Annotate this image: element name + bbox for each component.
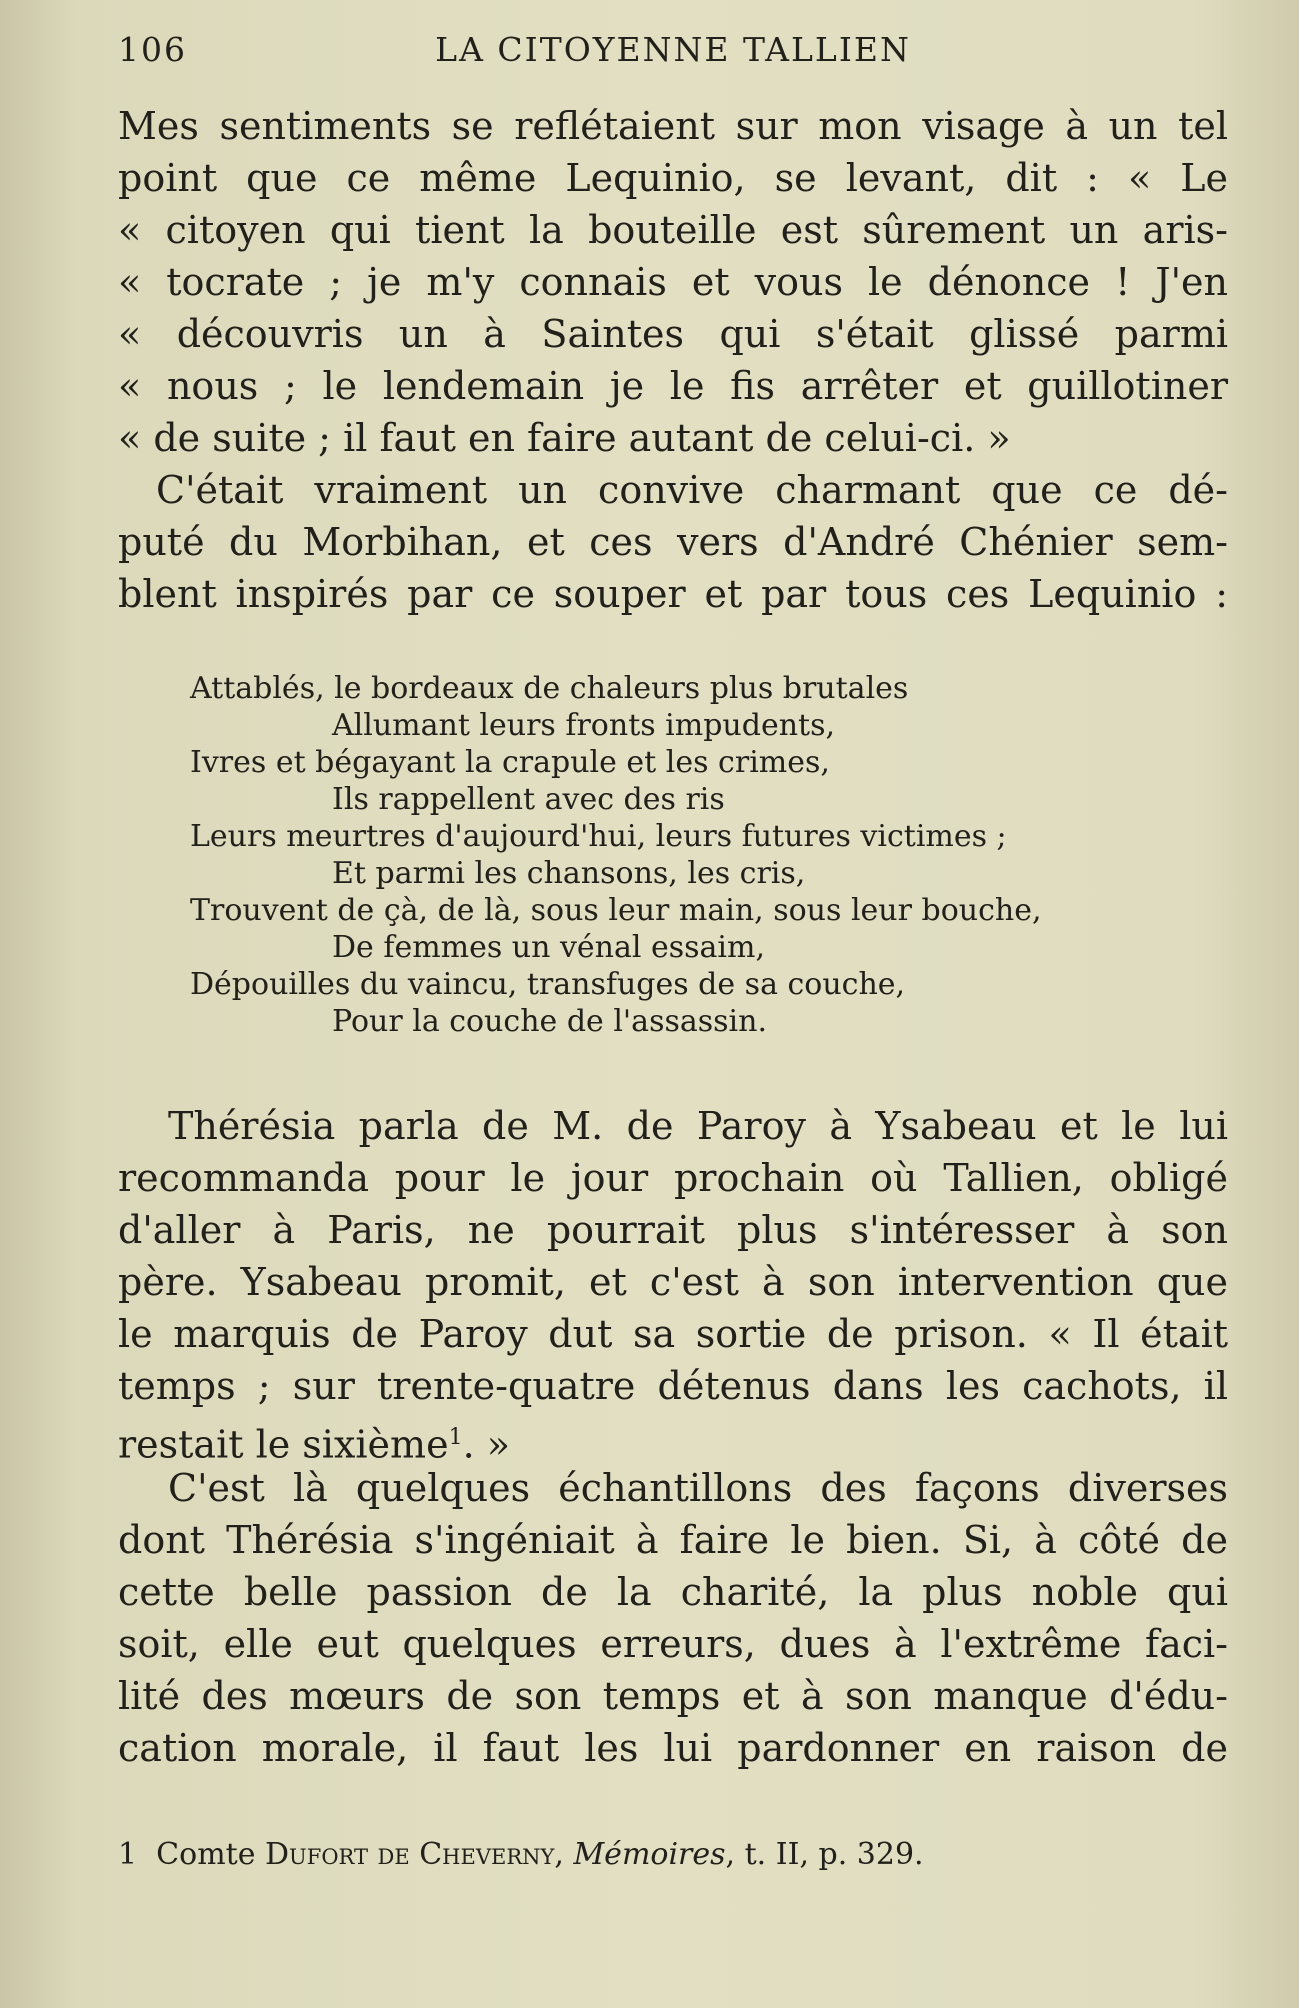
paragraph-3 [118,1100,1228,1471]
verse-line: Allumant leurs fronts impudents, [332,708,836,743]
text-line: d'aller à Paris, ne pourrait plus s'intéresser à son [118,1208,1228,1252]
text-line: père. Ysabeau promit, et c'est à son intervention que [118,1260,1228,1304]
text-line: recommanda pour le jour prochain où Tallien, obligé [118,1156,1228,1200]
verse-line: Ivres et bégayant la crapule et les crimes, [190,745,830,780]
verse-line: Dépouilles du vaincu, transfuges de sa couche, [190,967,906,1002]
text-line: « citoyen qui tient la bouteille est sûrement un aris- [118,208,1228,252]
verse-quotation [190,670,1230,1040]
verse-line: De femmes un vénal essaim, [332,930,766,965]
text-fragment: restait le sixième [118,1422,449,1467]
text-line: lité des mœurs de son temps et à son manque d'édu- [118,1674,1228,1718]
footnote [118,1835,1228,1875]
text-line: « découvris un à Saintes qui s'était glissé parmi [118,312,1228,356]
text-line: soit, elle eut quelques erreurs, dues à l'extrême faci- [118,1622,1228,1666]
text-line: dont Thérésia s'ingéniait à faire le bien. Si, à côté de [118,1518,1228,1562]
text-line: puté du Morbihan, et ces vers d'André Chénier sem- [118,520,1228,564]
text-line: « de suite ; il faut en faire autant de celui-ci. » [118,416,1011,460]
text-line: Mes sentiments se reflétaient sur mon visage à un tel [118,104,1228,148]
text-line: cation morale, il faut les lui pardonner en raison de [118,1726,1228,1770]
text-line: point que ce même Lequinio, se levant, dit : « Le [118,156,1228,200]
text-line: « nous ; le lendemain je le fis arrêter et guillotiner [118,364,1228,408]
text-line: temps ; sur trente-quatre détenus dans les cachots, il [118,1364,1228,1408]
text-line: « tocrate ; je m'y connais et vous le dénonce ! J'en [118,260,1228,304]
footnote-work: Mémoires [573,1837,726,1872]
verse-line: Ils rappellent avec des ris [332,782,725,817]
paragraph-1 [118,100,1228,620]
text-line: C'était vraiment un convive charmant que ce dé- [156,468,1228,512]
footnote-author: Dufort de Cheverny [265,1837,555,1872]
verse-line: Trouvent de çà, de là, sous leur main, sous leur bouche, [190,893,1042,928]
footnote-number: 1 [118,1837,138,1872]
text-line: Thérésia parla de M. de Paroy à Ysabeau et le lui [168,1104,1228,1148]
footnote-separator: , [554,1837,564,1872]
footnote-prefix: Comte [156,1837,256,1872]
footnote-reference: 1 [448,1425,463,1450]
verse-line: Leurs meurtres d'aujourd'hui, leurs futures victimes ; [190,819,1007,854]
footnote-rest: , t. II, p. 329. [725,1837,924,1872]
verse-line: Et parmi les chansons, les cris, [332,856,806,891]
text-line: blent inspirés par ce souper et par tous ces Lequinio : [118,572,1228,616]
text-fragment: . » [462,1422,510,1467]
text-line: C'est là quelques échantillons des façons diverses [168,1466,1228,1510]
text-line: le marquis de Paroy dut sa sortie de prison. « Il était [118,1312,1228,1356]
verse-line: Pour la couche de l'assassin. [332,1004,767,1039]
page-header [118,30,1228,76]
page-number: 106 [118,30,187,69]
text-line: cette belle passion de la charité, la plus noble qui [118,1570,1228,1614]
verse-line: Attablés, le bordeaux de chaleurs plus brutales [190,671,909,706]
paragraph-4 [118,1462,1228,1774]
running-title: LA CITOYENNE TALLIEN [435,30,911,69]
